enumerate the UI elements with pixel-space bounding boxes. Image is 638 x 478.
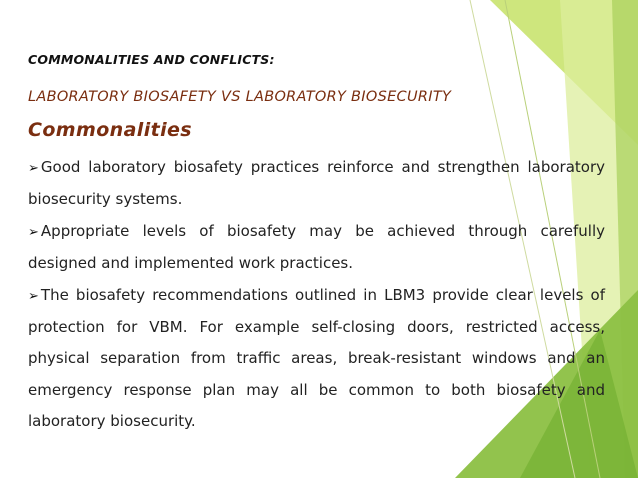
- slide-subheading: LABORATORY BIOSAFETY VS LABORATORY BIOSECURITY: [28, 89, 452, 105]
- arrow-bullet-icon: ➢: [28, 224, 39, 240]
- arrow-bullet-icon: ➢: [28, 288, 39, 304]
- bullet-text-2: Appropriate levels of biosafety may be achieved through carefully designed and implemented work practices.: [28, 221, 605, 273]
- bullet-text-1: Good laboratory biosafety practices reinforce and strengthen laboratory biosecurity systems.: [28, 158, 605, 209]
- bullet-item-3: [28, 280, 605, 438]
- bullet-list: [28, 152, 605, 438]
- bullet-item-2: [28, 216, 605, 280]
- section-title: Commonalities: [28, 119, 193, 141]
- arrow-bullet-icon: ➢: [28, 161, 39, 176]
- bullet-text-3: The biosafety recommendations outlined in LBM3 provide clear levels of protection for VBM. For example self-closing doors, restricted access, physical separation from traffic areas, break-resistant windows and an emergency response plan may all be common to both biosafety and laboratory biosecurity.: [28, 285, 605, 431]
- slide-heading: COMMONALITIES AND CONFLICTS:: [28, 52, 275, 67]
- bullet-item-1: [28, 152, 605, 216]
